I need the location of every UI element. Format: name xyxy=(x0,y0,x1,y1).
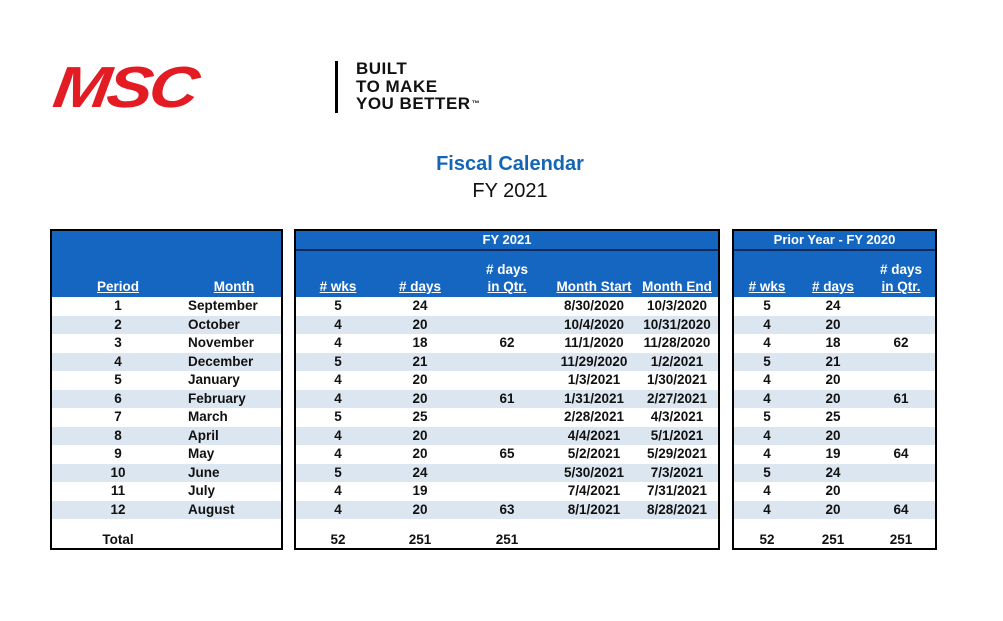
table-row xyxy=(296,390,718,409)
table-row xyxy=(52,445,281,464)
days-in-qtr-cell xyxy=(464,408,550,427)
table-body xyxy=(296,297,718,519)
weeks-cell: 4 xyxy=(763,427,771,443)
header-period: Period xyxy=(96,279,139,294)
total-days: 251 xyxy=(408,532,432,547)
table-row xyxy=(734,371,935,390)
days-cell: 20 xyxy=(825,316,841,332)
total-row xyxy=(52,531,281,549)
table-row xyxy=(296,297,718,316)
days-in-qtr-cell xyxy=(464,297,550,316)
weeks-cell: 4 xyxy=(763,316,771,332)
weeks-cell: 4 xyxy=(334,483,342,498)
month-cell: May xyxy=(188,446,215,461)
month-cell: February xyxy=(188,390,246,406)
table-row xyxy=(52,371,281,390)
days-in-qtr-cell: 61 xyxy=(893,390,909,406)
period-cell: 2 xyxy=(114,316,122,332)
days-cell: 20 xyxy=(412,372,428,387)
page-title: Fiscal Calendar xyxy=(436,153,584,175)
weeks-cell: 5 xyxy=(334,409,342,424)
days-in-qtr-cell: 64 xyxy=(893,446,909,461)
fy2020-band: Prior Year - FY 2020 xyxy=(734,231,935,249)
table-body xyxy=(734,297,935,519)
table-row xyxy=(734,390,935,409)
header-days-in-qtr: # days in Qtr. xyxy=(485,262,529,294)
table-row xyxy=(734,427,935,446)
month-cell: December xyxy=(188,353,254,369)
weeks-cell: 4 xyxy=(763,390,771,406)
header-month: Month xyxy=(213,279,255,294)
page-subtitle: FY 2021 xyxy=(472,180,548,202)
days-in-qtr-cell: 62 xyxy=(499,335,515,350)
month-end-cell: 1/30/2021 xyxy=(646,372,708,387)
table-header xyxy=(296,251,718,297)
table-row xyxy=(296,408,718,427)
weeks-cell: 4 xyxy=(334,390,342,406)
total-days: 251 xyxy=(821,532,845,547)
total-row xyxy=(734,531,935,549)
month-start-cell: 8/1/2021 xyxy=(567,501,621,517)
days-cell: 21 xyxy=(825,353,841,369)
days-cell: 20 xyxy=(825,390,841,406)
days-cell: 20 xyxy=(412,316,428,332)
days-in-qtr-cell xyxy=(464,316,550,335)
header-month-end: Month End xyxy=(642,279,712,294)
days-in-qtr-cell: 62 xyxy=(893,335,909,350)
header-days: # days xyxy=(811,279,855,294)
days-in-qtr-cell xyxy=(866,371,936,390)
month-cell: April xyxy=(188,427,219,443)
table-row xyxy=(296,334,718,353)
month-end-cell: 11/28/2020 xyxy=(643,335,711,350)
month-start-cell: 1/31/2021 xyxy=(563,390,625,406)
table-row xyxy=(296,371,718,390)
table-row xyxy=(52,464,281,483)
days-in-qtr-cell xyxy=(464,464,550,483)
logo-tagline xyxy=(356,60,480,113)
days-in-qtr-cell xyxy=(464,482,550,501)
days-cell: 21 xyxy=(412,353,428,369)
days-cell: 19 xyxy=(825,446,841,461)
days-in-qtr-cell: 64 xyxy=(893,501,909,517)
trademark-symbol: ™ xyxy=(471,99,481,108)
period-cell: 1 xyxy=(114,298,122,313)
tagline-line-2: TO MAKE xyxy=(356,76,438,96)
weeks-cell: 5 xyxy=(334,298,342,313)
weeks-cell: 4 xyxy=(763,335,771,350)
table-row xyxy=(734,353,935,372)
period-cell: 10 xyxy=(110,464,126,480)
total-days-in-qtr: 251 xyxy=(495,532,519,547)
weeks-cell: 5 xyxy=(763,353,771,369)
fy2021-table xyxy=(294,229,720,550)
month-start-cell: 2/28/2021 xyxy=(563,409,625,424)
month-end-cell: 5/29/2021 xyxy=(646,446,708,461)
period-cell: 4 xyxy=(114,353,122,369)
days-cell: 19 xyxy=(412,483,428,498)
total-wks: 52 xyxy=(759,532,775,547)
table-row xyxy=(52,390,281,409)
weeks-cell: 4 xyxy=(763,446,771,461)
table-row xyxy=(52,501,281,520)
month-cell: October xyxy=(188,316,240,332)
total-label: Total xyxy=(102,532,134,547)
tagline-line-3-text: YOU BETTER xyxy=(356,94,471,113)
days-in-qtr-cell xyxy=(866,408,936,427)
month-end-cell: 2/27/2021 xyxy=(646,390,708,406)
period-cell: 12 xyxy=(110,501,126,517)
month-start-cell: 11/1/2020 xyxy=(564,335,624,350)
table-row xyxy=(296,427,718,446)
header-wks: # wks xyxy=(319,279,357,294)
table-row xyxy=(734,297,935,316)
logo-divider xyxy=(335,61,338,113)
fy2020-table xyxy=(732,229,937,550)
table-row xyxy=(296,482,718,501)
days-cell: 24 xyxy=(412,298,428,313)
month-start-cell: 5/2/2021 xyxy=(567,446,621,461)
month-end-cell: 8/28/2021 xyxy=(646,501,708,517)
period-cell: 5 xyxy=(114,372,122,387)
header-days: # days xyxy=(398,279,442,294)
table-row xyxy=(734,334,935,353)
days-in-qtr-cell xyxy=(866,464,936,483)
weeks-cell: 4 xyxy=(763,483,771,498)
logo-mark: MSC xyxy=(49,55,201,120)
month-end-cell: 7/3/2021 xyxy=(650,464,704,480)
month-start-cell: 8/30/2020 xyxy=(563,298,625,313)
days-cell: 20 xyxy=(825,372,841,387)
table-row xyxy=(734,408,935,427)
days-cell: 25 xyxy=(412,409,428,424)
table-header xyxy=(52,231,281,297)
weeks-cell: 4 xyxy=(334,501,342,517)
month-cell: January xyxy=(188,372,240,387)
weeks-cell: 5 xyxy=(334,353,342,369)
table-row xyxy=(734,482,935,501)
days-in-qtr-cell xyxy=(464,427,550,446)
days-cell: 20 xyxy=(412,501,428,517)
weeks-cell: 5 xyxy=(763,409,771,424)
days-in-qtr-cell xyxy=(866,353,936,372)
table-row xyxy=(52,334,281,353)
table-row xyxy=(52,297,281,316)
period-cell: 8 xyxy=(114,427,122,443)
table-row xyxy=(734,316,935,335)
month-start-cell: 5/30/2021 xyxy=(563,464,625,480)
days-cell: 24 xyxy=(412,464,428,480)
month-cell: July xyxy=(188,483,216,498)
days-cell: 20 xyxy=(825,501,841,517)
days-in-qtr-cell xyxy=(866,427,936,446)
table-header xyxy=(734,251,935,297)
header-wks: # wks xyxy=(748,279,786,294)
month-cell: June xyxy=(188,464,220,480)
total-wks: 52 xyxy=(330,532,346,547)
table-row xyxy=(296,501,718,520)
month-cell: September xyxy=(188,298,258,313)
month-end-cell: 4/3/2021 xyxy=(650,409,704,424)
days-in-qtr-cell xyxy=(866,297,936,316)
days-in-qtr-cell: 65 xyxy=(499,446,515,461)
period-cell: 9 xyxy=(114,446,122,461)
weeks-cell: 4 xyxy=(334,427,342,443)
table-row xyxy=(734,445,935,464)
days-cell: 18 xyxy=(825,335,841,350)
table-row xyxy=(52,316,281,335)
table-row xyxy=(52,482,281,501)
month-end-cell: 7/31/2021 xyxy=(646,483,708,498)
tagline-line-1: BUILT xyxy=(356,59,408,78)
period-month-table xyxy=(50,229,283,550)
header-days-in-qtr: # days in Qtr. xyxy=(879,262,923,294)
weeks-cell: 5 xyxy=(334,464,342,480)
days-cell: 20 xyxy=(412,446,428,461)
table-row xyxy=(296,464,718,483)
month-cell: August xyxy=(188,501,235,517)
table-row xyxy=(734,501,935,520)
table-row xyxy=(296,445,718,464)
days-in-qtr-cell xyxy=(464,371,550,390)
table-row xyxy=(52,408,281,427)
total-days-in-qtr: 251 xyxy=(889,532,913,547)
month-end-cell: 10/31/2020 xyxy=(643,316,711,332)
period-cell: 3 xyxy=(114,335,122,350)
header-month-start: Month Start xyxy=(556,279,632,294)
period-cell: 11 xyxy=(110,483,126,498)
month-start-cell: 10/4/2020 xyxy=(563,316,625,332)
table-row xyxy=(52,427,281,446)
month-start-cell: 4/4/2021 xyxy=(567,427,621,443)
weeks-cell: 4 xyxy=(334,316,342,332)
days-cell: 24 xyxy=(825,464,841,480)
month-end-cell: 1/2/2021 xyxy=(650,353,704,369)
month-end-cell: 10/3/2020 xyxy=(646,298,708,313)
days-cell: 25 xyxy=(825,409,841,424)
days-cell: 20 xyxy=(412,390,428,406)
period-cell: 7 xyxy=(114,409,122,424)
table-row xyxy=(296,353,718,372)
table-row xyxy=(52,353,281,372)
days-cell: 20 xyxy=(825,483,841,498)
days-in-qtr-cell: 63 xyxy=(499,501,515,517)
weeks-cell: 5 xyxy=(763,464,771,480)
days-in-qtr-cell: 61 xyxy=(499,390,515,406)
table-body xyxy=(52,297,281,519)
period-cell: 6 xyxy=(114,390,122,406)
weeks-cell: 5 xyxy=(763,298,771,313)
total-row xyxy=(296,531,718,549)
weeks-cell: 4 xyxy=(334,446,342,461)
days-cell: 24 xyxy=(825,298,841,313)
table-row xyxy=(734,464,935,483)
weeks-cell: 4 xyxy=(763,372,771,387)
days-cell: 20 xyxy=(412,427,428,443)
month-start-cell: 1/3/2021 xyxy=(567,372,621,387)
days-in-qtr-cell xyxy=(464,353,550,372)
month-cell: November xyxy=(188,335,255,350)
month-start-cell: 11/29/2020 xyxy=(560,353,628,369)
days-in-qtr-cell xyxy=(866,316,936,335)
days-cell: 18 xyxy=(412,335,428,350)
month-end-cell: 5/1/2021 xyxy=(650,427,704,443)
tagline-line-3 xyxy=(356,95,480,113)
table-row xyxy=(296,316,718,335)
weeks-cell: 4 xyxy=(334,335,342,350)
weeks-cell: 4 xyxy=(334,372,342,387)
fy2021-band: FY 2021 xyxy=(296,231,718,249)
month-cell: March xyxy=(188,409,228,424)
month-start-cell: 7/4/2021 xyxy=(567,483,621,498)
weeks-cell: 4 xyxy=(763,501,771,517)
days-cell: 20 xyxy=(825,427,841,443)
days-in-qtr-cell xyxy=(866,482,936,501)
